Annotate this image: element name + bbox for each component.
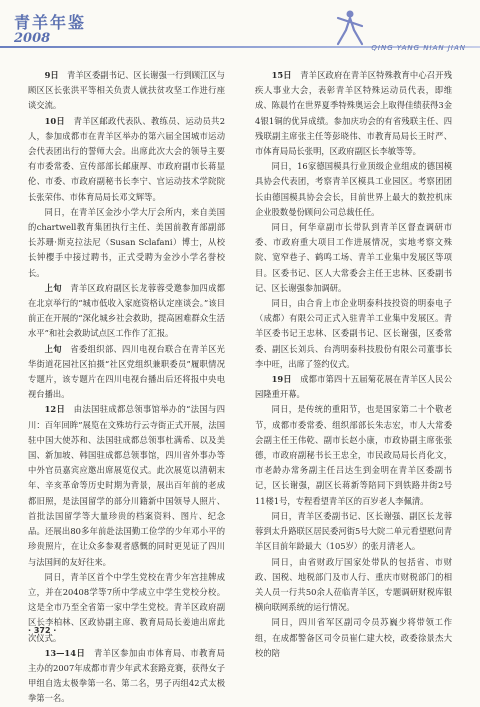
brand-title: 青羊年鉴 — [14, 13, 87, 32]
entry-paragraph — [28, 205, 225, 281]
yearbook-logo — [14, 10, 86, 46]
dancer-silhouette-icon — [332, 8, 368, 46]
entry-text: 同日，由合肯上市企业明泰科技投资的明泰电子（成都）有限公司正式入驻青羊工业集中发展区。青羊区委书记王忠林、区委副书记、区长谢强，区委常委、副区长刘兵、台湾明泰科技股份有限公司董事长李中旺，出席了签约仪式。 — [255, 298, 452, 369]
page-number: · 372 · — [28, 626, 57, 635]
entry-text: 同日，青羊区首个中学生党校在青少年宫挂牌成立，并在20408学等7所中学成立中学生党校分校。这是全市乃至全省第一家中学生党校。青羊区政府副区长李柏林、区政协副主席、教育局局长姜迪出席此次仪式。 — [28, 571, 225, 643]
entry-paragraph — [28, 646, 225, 707]
entry-paragraph — [28, 281, 225, 342]
entry-paragraph — [255, 296, 452, 372]
entry-text: 同日，16家德国模具行业顶级企业组成的德国模具协会代表团，考察青羊区模具工业园区。考察团团长由德国模具协会会长，目前世界上最大的数控机床企业股数曼份顾问公司总裁任任。 — [255, 161, 452, 217]
entry-date: 9日 — [44, 70, 59, 80]
left-column — [28, 68, 225, 707]
entry-paragraph — [28, 402, 225, 569]
entry-text: 青羊区政府副区长龙蓉蓉受邀参加四成都在北京举行的“城市低收入家庭资格认定座谈会。”该目前正在开展的“深化城乡社会救助，提高困难群众生活水平”和社会救助试点区工作作了汇报。 — [28, 282, 225, 339]
header-tagline: QING YANG NIAN JIAN — [371, 44, 466, 52]
entry-paragraph — [28, 342, 225, 403]
entry-date: 15日 — [271, 70, 292, 80]
entry-paragraph — [28, 68, 225, 114]
entry-text: 同日，在青羊区金沙小学大厅会所内，来自美国的chartwell教育集团执行主任、美国前教育部副部长苏珊·斯克拉法尼（Susan Sclafani）博士，从校长钟樱手中接过聘书，正式受聘为金沙小学名誉校长。 — [28, 206, 225, 278]
entry-paragraph — [255, 402, 452, 508]
entry-text: 青羊区邮政代表队、教练员、运动员共2人，参加成都市在青羊区举办的第六届全国城市运动会代表团出行的誓师大会。出席此次大会的领导主要有市委常委、宣传部部长邮康厚、市政府副市长蒋显伦、市委、市政府副秘书长李宁、官运动技术学院院长张荣伟、市体育局局长邓文辉等。 — [28, 115, 225, 202]
entry-date: 19日 — [271, 374, 292, 385]
entry-date: 10日 — [44, 115, 66, 126]
entry-paragraph — [255, 372, 452, 402]
entry-paragraph — [255, 615, 452, 661]
entry-date: 12日 — [44, 404, 66, 415]
page-header — [0, 0, 480, 60]
entry-paragraph — [28, 570, 225, 646]
entry-paragraph — [255, 159, 452, 220]
entry-text: 同日，四川省军区副司令员苏巍少将带领工作组，在成都警备区司令员崔仁建大校，政委徐景杰大校的陪 — [255, 617, 452, 658]
entry-text: 同日，何华章副市长带队到青羊区督查调研市委、市政府重大项目工作进展情况，实地考察文殊院、宽窄巷子、鹤鸣工场、青羊工业集中发展区等项目。区委书记、区人大常委会主任王忠林、区委副书记、区长谢强参加调研。 — [255, 222, 452, 293]
entry-text: 由法国驻成都总领事馆举办的“法国与四川：百年回眸”展览在文殊坊行云寺街正式开展，法国驻中国大使苏和、法国驻成都总领事杜满希、以及美国、新加坡、韩国驻成都总领事馆，四川省外事办等中外官员嘉宾应邀出席展览仪式。此次展览以清朝末年、辛亥革命等历史时期为背景，展出百年前的老成都旧照，是法国留学的部分川籍新中国领导人照片、首批法国留学等大量珍贵的档案资料、图片、纪念品。还展出80多年前赴法国勤工俭学的少年邓小平的珍贵照片，在让众多参观者感慨的同时更见证了四川与法国间的友好往来。 — [28, 404, 225, 567]
entry-date: 上旬 — [44, 282, 62, 293]
entry-text: 青羊区参加由市体育局、市教育局主办的2007年成都市青少年武术套路竞赛，获得女子甲组自选太极拳第一名、第二名，男子丙组42式太极拳第一名。 — [28, 647, 225, 704]
entry-paragraph — [255, 555, 452, 616]
entry-text: 同日，是传统的重阳节，也是国家第二十个敬老节，成都市委常委、组织部部长朱志宏，市人大常委会副主任王伟乾、副市长赵小康，市政协副主席张张德，市政府副秘书长王忠全，市民政局局长肖化文，市老龄办常务副主任吕达生到金明在青羊区委副书记，区长谢强，副区长蒋新等陪同下到铁路井街2号11楼1号，专程看望青羊区的百岁老人李佩清。 — [255, 404, 452, 506]
entry-date: 13—14日 — [44, 647, 86, 658]
brand-year: 2008 — [14, 31, 51, 46]
entry-paragraph — [28, 114, 225, 205]
entry-text: 同日，由省财政厅国家处带队的包括省、市财政、国税、地税部门及市人行、重庆市财税部门的相关人员一行共50余人莅临青羊区，专题调研财税库银横向联网系统的运行情况。 — [255, 556, 452, 613]
entry-text: 同日，青羊区委副书记、区长谢强、副区长龙蓉蓉到太升路联区居民委河街5号大院二单元看望慰问青羊区目前年龄最大（105岁）的张月清老人。 — [255, 510, 452, 552]
entry-text: 成都市第四十五届菊花展在青羊区人民公园隆重开幕。 — [255, 374, 452, 400]
entry-date: 上旬 — [44, 343, 62, 354]
entry-text: 省委组织部、四川电视台联合在青羊区光华街道花园社区拍摄“社区党组织兼职委员”履职情况专题片，该专题片在四川电视台播出后还将报中央电视台播出。 — [28, 343, 225, 400]
entry-paragraph — [255, 220, 452, 296]
right-column — [255, 68, 452, 661]
entry-text: 青羊区政府在青羊区特殊教育中心召开残疾人事业大会，表彰青羊区特殊运动员代表，即维成、陈晨竹在世界夏季特殊奥运会上取得佳绩获得3金4银1铜的优异成绩。参加庆功会的有省残联主任、四残联副主席张主任等彭晓伟、市教育局局长王时严、市体育局局长张明，区政府副区长李敏等等。 — [255, 70, 452, 157]
entry-text: 青羊区委副书记、区长谢强一行到顾江区与顾区区长张洪平等相关负责人就扶贫攻坚工作进行座谈交流。 — [28, 70, 225, 111]
entry-paragraph — [255, 68, 452, 159]
entry-paragraph — [255, 509, 452, 555]
